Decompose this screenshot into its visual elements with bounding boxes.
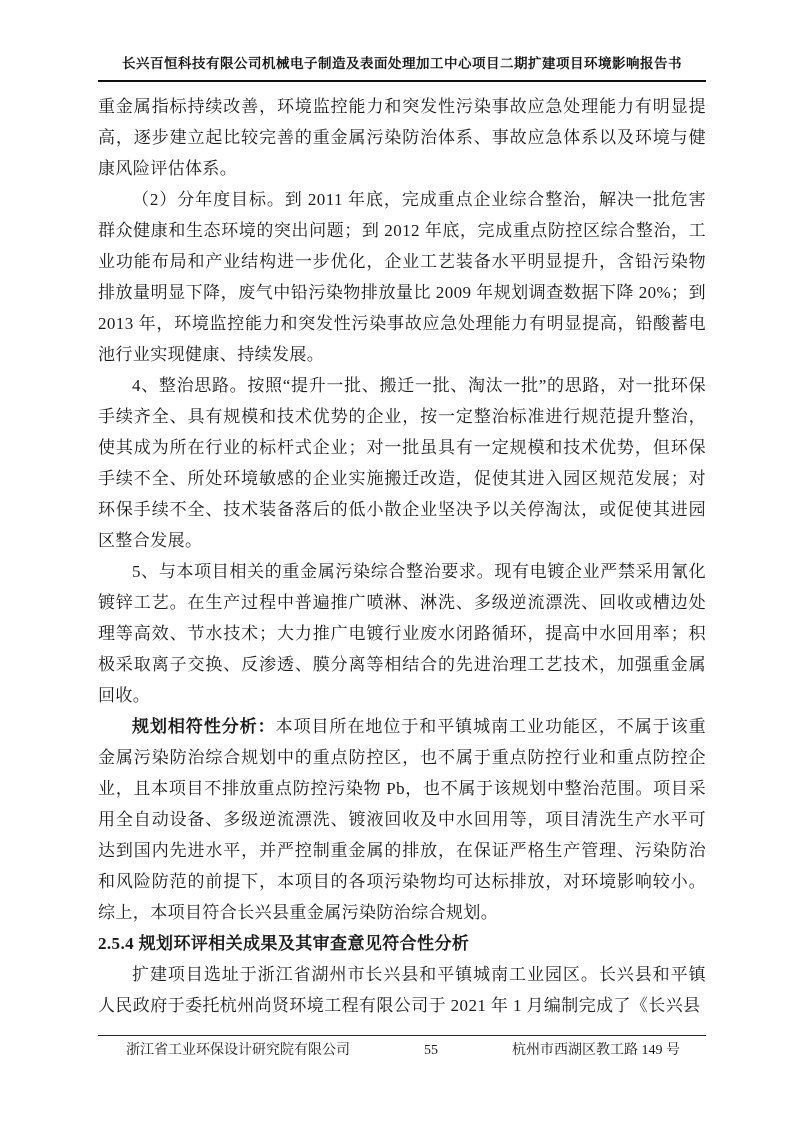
footer-address: 杭州市西湖区教工路 149 号 [512,1043,680,1058]
document-header-title: 长兴百恒科技有限公司机械电子制造及表面处理加工中心项目二期扩建项目环境影响报告书 [122,56,682,71]
paragraph-project-site: 扩建项目选址于浙江省湖州市长兴县和平镇城南工业园区。长兴县和平镇人民政府于委托杭州尚贤环境工程有限公司于 2021 年 1 月编制完成了《长兴县 [98,965,706,1015]
footer-divider [98,1035,706,1036]
document-body [98,91,706,1021]
paragraph-project-related-requirements: 5、与本项目相关的重金属污染综合整治要求。现有电镀企业严禁采用氰化镀锌工艺。在生产过程中普遍推广喷淋、淋洗、多级逆流漂洗、回收或槽边处理等高效、节水技术；大力推广电镀行业废水闭路循环，提高中水回用率；积极采取离子交换、反渗透、膜分离等相结合的先进治理工艺技术，加强重金属回收。 [98,562,706,705]
header-divider [98,80,706,82]
plan-conformity-label: 规划相符性分析： [132,717,276,736]
section-heading-2-5-4: 2.5.4 规划环评相关成果及其审查意见符合性分析 [98,934,470,953]
paragraph-remediation-approach: 4、整治思路。按照“提升一批、搬迁一批、淘汰一批”的思路，对一批环保手续齐全、具有规模和技术优势的企业，按一定整治标准进行规范提升整治，使其成为所在行业的标杆式企业；对一批虽具有一定规模和技术优势，但环保手续不全、所处环境敏感的企业实施搬迁改造，促使其进入园区规范发展；对环保手续不全、技术装备落后的低小散企业坚决予以关停淘汰，或促使其进园区整合发展。 [98,376,706,550]
paragraph-annual-goals: （2）分年度目标。到 2011 年底，完成重点企业综合整治，解决一批危害群众健康和生态环境的突出问题；到 2012 年底，完成重点防控区综合整治，工业功能布局和产业结构进一步优化，企业工艺装备水平明显提升，含铅污染物排放量明显下降，废气中铅污染物排放量比 2009 年规划调查数据下降 20%；到 2013 年，环境监控能力和突发性污染事故应急处理能力有明显提高，铅酸蓄电池行业实现健康、持续发展。 [98,190,706,364]
footer-company-name: 浙江省工业环保设计研究院有限公司 [126,1043,350,1058]
document-footer [98,1040,706,1062]
plan-conformity-text: 本项目所在地位于和平镇城南工业功能区，不属于该重金属污染防治综合规划中的重点防控区，也不属于重点防控行业和重点防控企业，且本项目不排放重点防控污染物 Pb，也不属于该规划中整治范围。项目采用全自动设备、多级逆流漂洗、镀液回收及中水回用等，项目清洗生产水平可达到国内先进水平，并严控制重金属的排放，在保证严格生产管理、污染防治和风险防范的前提下，本项目的各项污染物均可达标排放，对环境影响较小。综上，本项目符合长兴县重金属污染防治综合规划。 [98,717,706,922]
paragraph-plan-conformity-analysis [98,711,706,928]
footer-page-number: 55 [424,1043,438,1058]
paragraph-heavy-metal-improvement: 重金属指标持续改善，环境监控能力和突发性污染事故应急处理能力有明显提高，逐步建立起比较完善的重金属污染防治体系、事故应急体系以及环境与健康风险评估体系。 [98,97,706,178]
